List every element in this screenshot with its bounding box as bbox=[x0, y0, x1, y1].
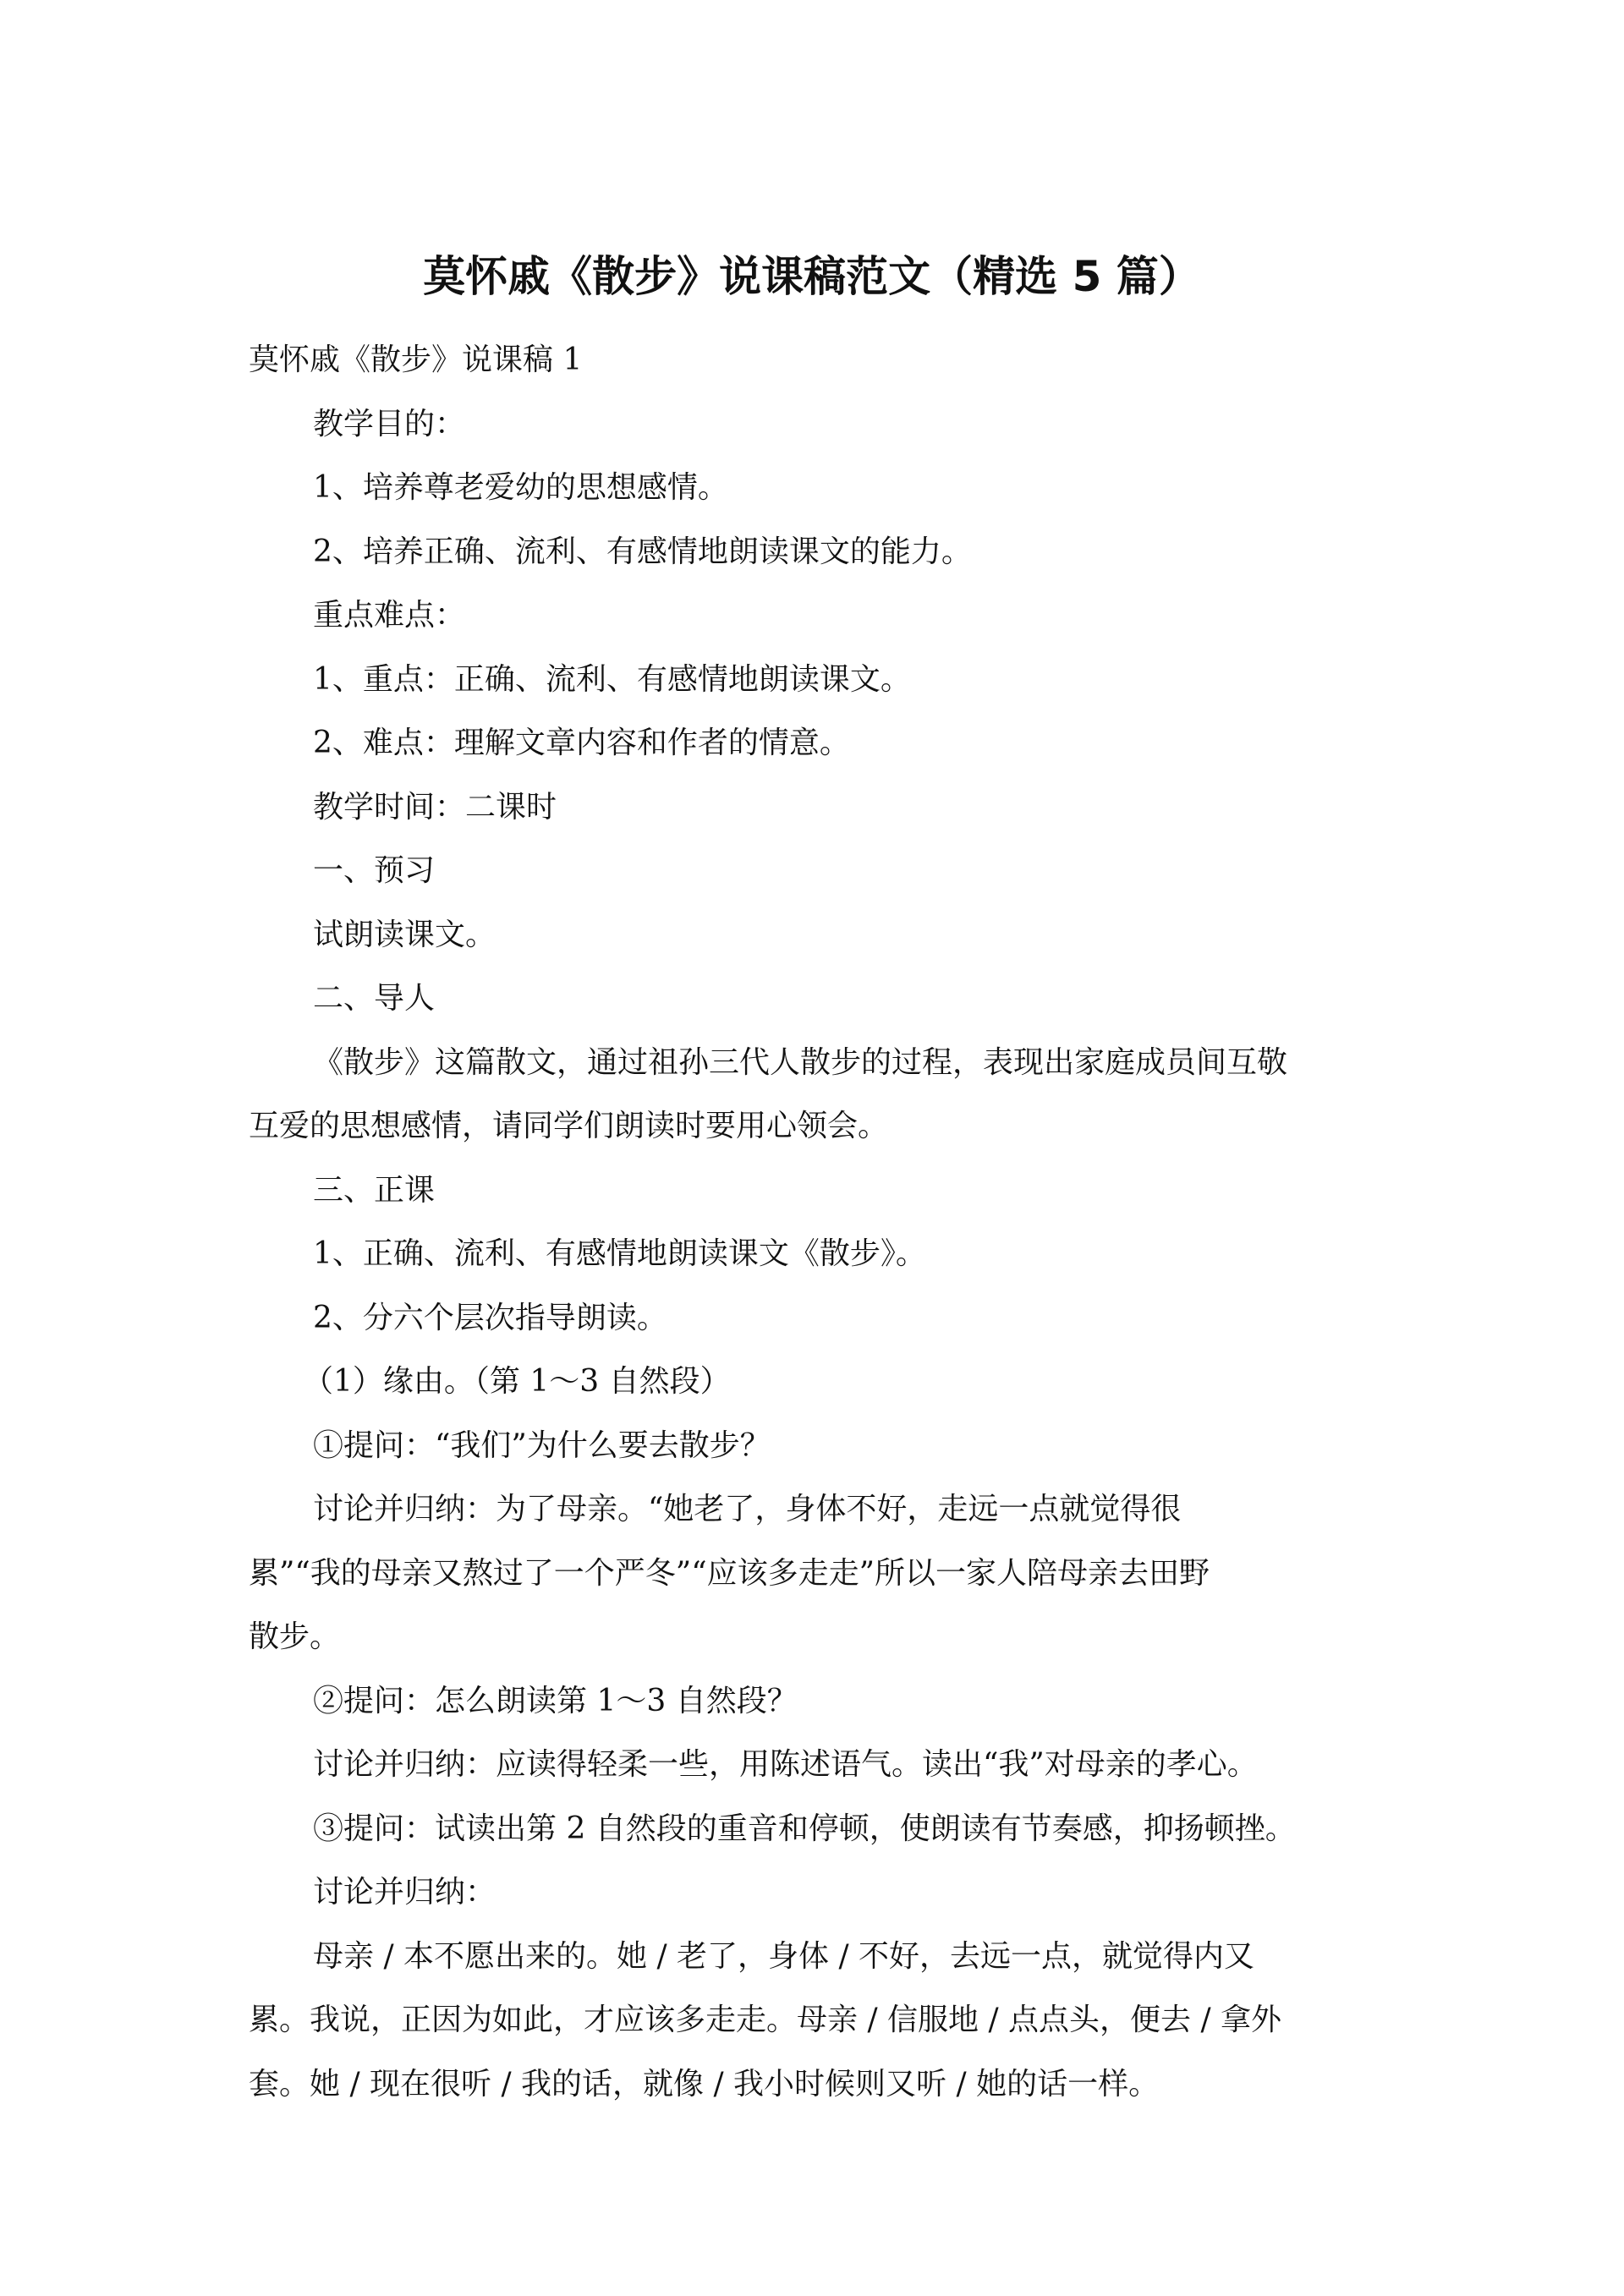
paragraph: 讨论并归纳：应读得轻柔一些，用陈述语气。读出“我”对母亲的孝心。 bbox=[313, 1747, 1258, 1782]
paragraph: 教学目的： bbox=[313, 406, 466, 441]
paragraph: 讨论并归纳：为了母亲。“她老了，身体不好，走远一点就觉得很 bbox=[313, 1492, 1182, 1526]
paragraph: 1、重点：正确、流利、有感情地朗读课文。 bbox=[313, 661, 911, 697]
paragraph: ②提问：怎么朗读第 1～3 自然段？ bbox=[313, 1683, 798, 1718]
paragraph: 教学时间：二课时 bbox=[313, 789, 557, 825]
paragraph: 二、导人 bbox=[313, 981, 436, 1016]
paragraph-continuation: 散步。 bbox=[249, 1619, 341, 1654]
paragraph: 重点难点： bbox=[313, 598, 466, 633]
paragraph: 试朗读课文。 bbox=[313, 917, 497, 952]
paragraph: 三、正课 bbox=[313, 1172, 436, 1208]
paragraph: 母亲 / 本不愿出来的。她 / 老了，身体 / 不好，去远一点，就觉得内又 bbox=[313, 1938, 1255, 1974]
paragraph: 2、难点：理解文章内容和作者的情意。 bbox=[313, 726, 850, 760]
paragraph: （1）缘由。（第 1～3 自然段） bbox=[303, 1364, 731, 1399]
paragraph: 2、分六个层次指导朗读。 bbox=[313, 1300, 667, 1335]
paragraph: ③提问：试读出第 2 自然段的重音和停顿，使朗读有节奏感，抑扬顿挫。 bbox=[313, 1811, 1296, 1846]
paragraph-continuation: 累”“我的母亲又熬过了一个严冬”“应该多走走”所以一家人陪母亲去田野 bbox=[249, 1555, 1210, 1591]
section-heading: 莫怀戚《散步》说课稿 1 bbox=[249, 342, 583, 377]
paragraph: 1、正确、流利、有感情地朗读课文《散步》。 bbox=[313, 1236, 926, 1271]
document-title: 莫怀戚《散步》说课稿范文（精选 5 篇） bbox=[423, 252, 1201, 301]
paragraph: 一、预习 bbox=[313, 853, 436, 888]
paragraph: 讨论并归纳： bbox=[313, 1875, 497, 1910]
paragraph-continuation: 累。我说，正因为如此，才应该多走走。母亲 / 信服地 / 点点头，便去 / 拿外 bbox=[249, 2003, 1282, 2037]
paragraph: 《散步》这篇散文，通过祖孙三代人散步的过程，表现出家庭成员间互敬 bbox=[313, 1044, 1288, 1080]
paragraph-continuation: 套。她 / 现在很听 / 我的话，就像 / 我小时候则又听 / 她的话一样。 bbox=[249, 2066, 1160, 2101]
document-body bbox=[249, 328, 1374, 2116]
paragraph: ①提问：“我们”为什么要去散步？ bbox=[313, 1427, 771, 1463]
paragraph: 2、培养正确、流利、有感情地朗读课文的能力。 bbox=[313, 534, 972, 569]
paragraph-continuation: 互爱的思想感情，请同学们朗读时要用心领会。 bbox=[249, 1109, 889, 1143]
paragraph: 1、培养尊老爱幼的思想感情。 bbox=[313, 470, 728, 505]
